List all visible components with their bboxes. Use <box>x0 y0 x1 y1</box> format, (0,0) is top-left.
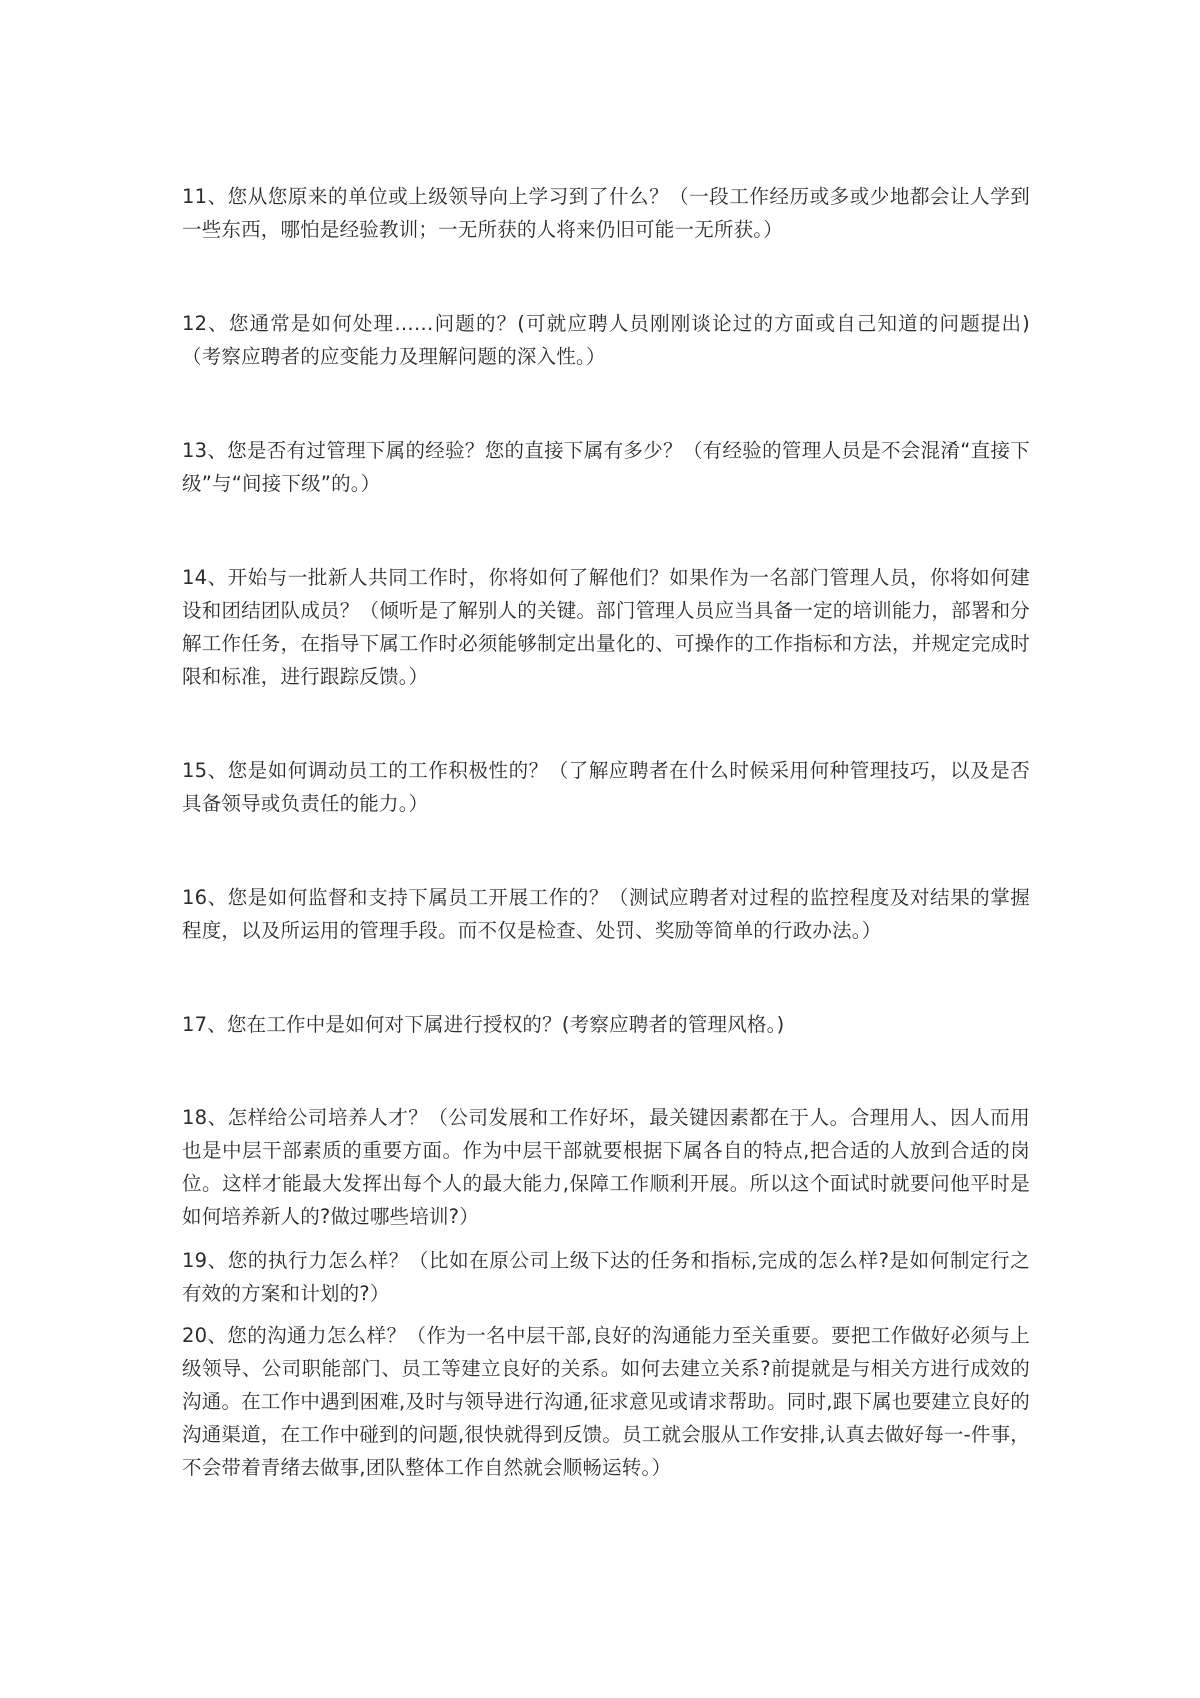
question-14: 14、开始与一批新人共同工作时，你将如何了解他们？如果作为一名部门管理人员，你将如何建设和团结团队成员？（倾听是了解别人的关键。部门管理人员应当具备一定的培训能力，部署和分解工作任务，在指导下属工作时必须能够制定出量化的、可操作的工作指标和方法，并规定完成时限和标准，进行跟踪反馈。） <box>182 566 1030 688</box>
question-20: 20、您的沟通力怎么样？（作为一名中层干部,良好的沟通能力至关重要。要把工作做好必须与上级领导、公司职能部门、员工等建立良好的关系。如何去建立关系?前提就是与相关方进行成效的沟通。在工作中遇到困难,及时与领导进行沟通,征求意见或请求帮助。同时,跟下属也要建立良好的沟通渠道，在工作中碰到的问题,很快就得到反馈。员工就会服从工作安排,认真去做好每一-件事，不会带着青绪去做事,团队整体工作自然就会顺畅运转。） <box>182 1324 1030 1479</box>
question-12: 12、您通常是如何处理……问题的？(可就应聘人员刚刚谈论过的方面或自己知道的问题提出)（考察应聘者的应变能力及理解问题的深入性。） <box>182 312 1030 368</box>
question-16: 16、您是如何监督和支持下属员工开展工作的？（测试应聘者对过程的监控程度及对结果的掌握程度，以及所运用的管理手段。而不仅是检查、处罚、奖励等简单的行政办法。） <box>182 886 1030 942</box>
question-11: 11、您从您原来的单位或上级领导向上学习到了什么？（一段工作经历或多或少地都会让人学到一些东西，哪怕是经验教训；一无所获的人将来仍旧可能一无所获。） <box>182 185 1030 241</box>
question-15: 15、您是如何调动员工的工作积极性的？（了解应聘者在什么时候采用何种管理技巧，以及是否具备领导或负责任的能力。） <box>182 759 1030 815</box>
question-19: 19、您的执行力怎么样？（比如在原公司上级下达的任务和指标,完成的怎么样?是如何制定行之有效的方案和计划的?） <box>182 1249 1030 1305</box>
question-18: 18、怎样给公司培养人才？（公司发展和工作好坏，最关键因素都在于人。合理用人、因人而用也是中层干部素质的重要方面。作为中层干部就要根据下属各自的特点,把合适的人放到合适的岗位。这样才能最大发挥出每个人的最大能力,保障工作顺利开展。所以这个面试时就要问他平时是如何培养新人的?做过哪些培训?） <box>182 1106 1030 1228</box>
question-13: 13、您是否有过管理下属的经验？您的直接下属有多少？（有经验的管理人员是不会混淆“直接下级”与“间接下级”的。） <box>182 439 1030 495</box>
question-17: 17、您在工作中是如何对下属进行授权的？(考察应聘者的管理风格。) <box>182 1013 785 1036</box>
